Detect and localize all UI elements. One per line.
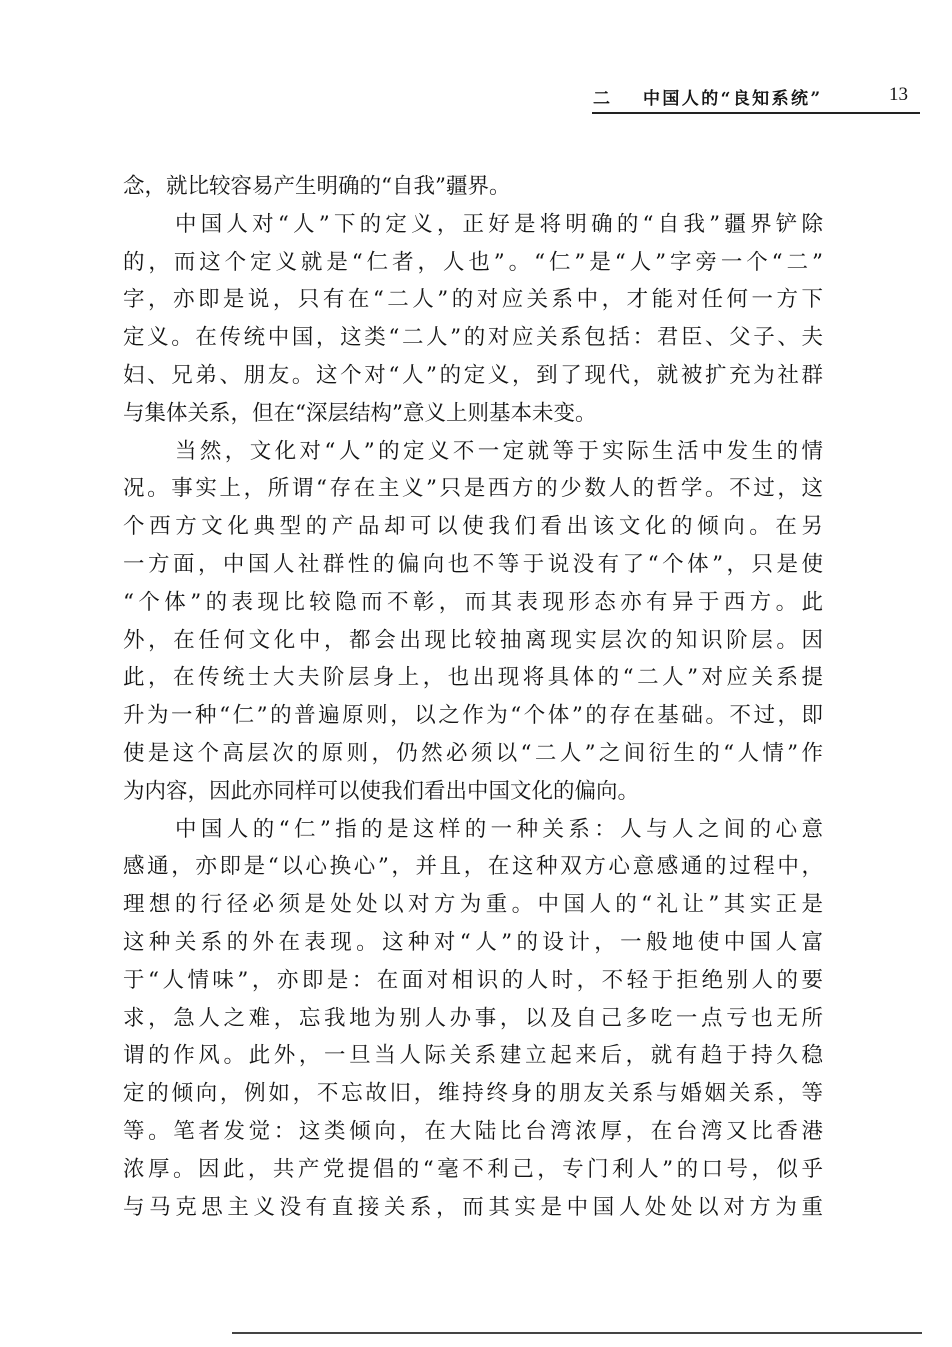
text-line: 这种关系的外在表现。这种对“人”的设计，一般地使中国人富 — [123, 929, 823, 955]
text-line: 中国人对“人”下的定义，正好是将明确的“自我”疆界铲除 — [175, 211, 823, 237]
text-line: 于“人情味”，亦即是：在面对相识的人时，不轻于拒绝别人的要 — [123, 967, 823, 993]
footer-rule — [232, 1332, 922, 1334]
text-line: 个西方文化典型的产品却可以使我们看出该文化的倾向。在另 — [123, 514, 823, 540]
text-line: 理想的行径必须是处处以对方为重。中国人的“礼让”其实正是 — [123, 892, 823, 918]
text-line: 升为一种“仁”的普遍原则，以之作为“个体”的存在基础。不过，即 — [123, 703, 823, 729]
section-mark: 二 — [593, 89, 610, 109]
text-line: 的，而这个定义就是“仁者，人也”。“仁”是“人”字旁一个“二” — [123, 249, 823, 275]
text-line: 外，在任何文化中，都会出现比较抽离现实层次的知识阶层。因 — [123, 627, 823, 653]
text-line: 妇、兄弟、朋友。这个对“人”的定义，到了现代，就被扩充为社群 — [123, 362, 823, 388]
page-number: 13 — [889, 84, 908, 105]
text-line: 浓厚。因此，共产党提倡的“毫不利己，专门利人”的口号，似乎 — [123, 1156, 823, 1182]
text-line: 此，在传统士大夫阶层身上，也出现将具体的“二人”对应关系提 — [123, 665, 823, 691]
chapter-title: 中国人的“良知系统” — [643, 89, 823, 109]
text-line: 一方面，中国人社群性的偏向也不等于说没有了“个体”，只是使 — [123, 551, 823, 577]
body-text — [123, 168, 823, 1226]
text-line: 定义。在传统中国，这类“二人”的对应关系包括：君臣、父子、夫 — [123, 325, 823, 351]
text-line: 为内容，因此亦同样可以使我们看出中国文化的偏向。 — [123, 778, 640, 804]
text-line: 当然，文化对“人”的定义不一定就等于实际生活中发生的情 — [175, 438, 823, 464]
text-line: 感通，亦即是“以心换心”，并且，在这种双方心意感通的过程中， — [123, 854, 823, 880]
text-line: 与马克思主义没有直接关系，而其实是中国人处处以对方为重 — [123, 1194, 823, 1220]
running-header — [585, 84, 920, 109]
text-line: 与集体关系，但在“深层结构”意义上则基本未变。 — [123, 400, 597, 426]
text-line: 求，急人之难，忘我地为别人办事，以及自己多吃一点亏也无所 — [123, 1005, 823, 1031]
text-line: 使是这个高层次的原则，仍然必须以“二人”之间衍生的“人情”作 — [123, 740, 823, 766]
text-line: 念，就比较容易产生明确的“自我”疆界。 — [123, 174, 511, 199]
text-line: “个体”的表现比较隐而不彰，而其表现形态亦有异于西方。此 — [123, 589, 823, 615]
text-line: 等。笔者发觉：这类倾向，在大陆比台湾浓厚，在台湾又比香港 — [123, 1118, 823, 1144]
text-line: 谓的作风。此外，一旦当人际关系建立起来后，就有趋于持久稳 — [123, 1043, 823, 1069]
text-line: 中国人的“仁”指的是这样的一种关系：人与人之间的心意 — [175, 816, 823, 842]
text-line: 定的倾向，例如，不忘故旧，维持终身的朋友关系与婚姻关系，等 — [123, 1081, 823, 1107]
text-line: 字，亦即是说，只有在“二人”的对应关系中，才能对任何一方下 — [123, 287, 823, 313]
header-rule — [592, 112, 920, 114]
text-line: 况。事实上，所谓“存在主义”只是西方的少数人的哲学。不过，这 — [123, 476, 823, 502]
